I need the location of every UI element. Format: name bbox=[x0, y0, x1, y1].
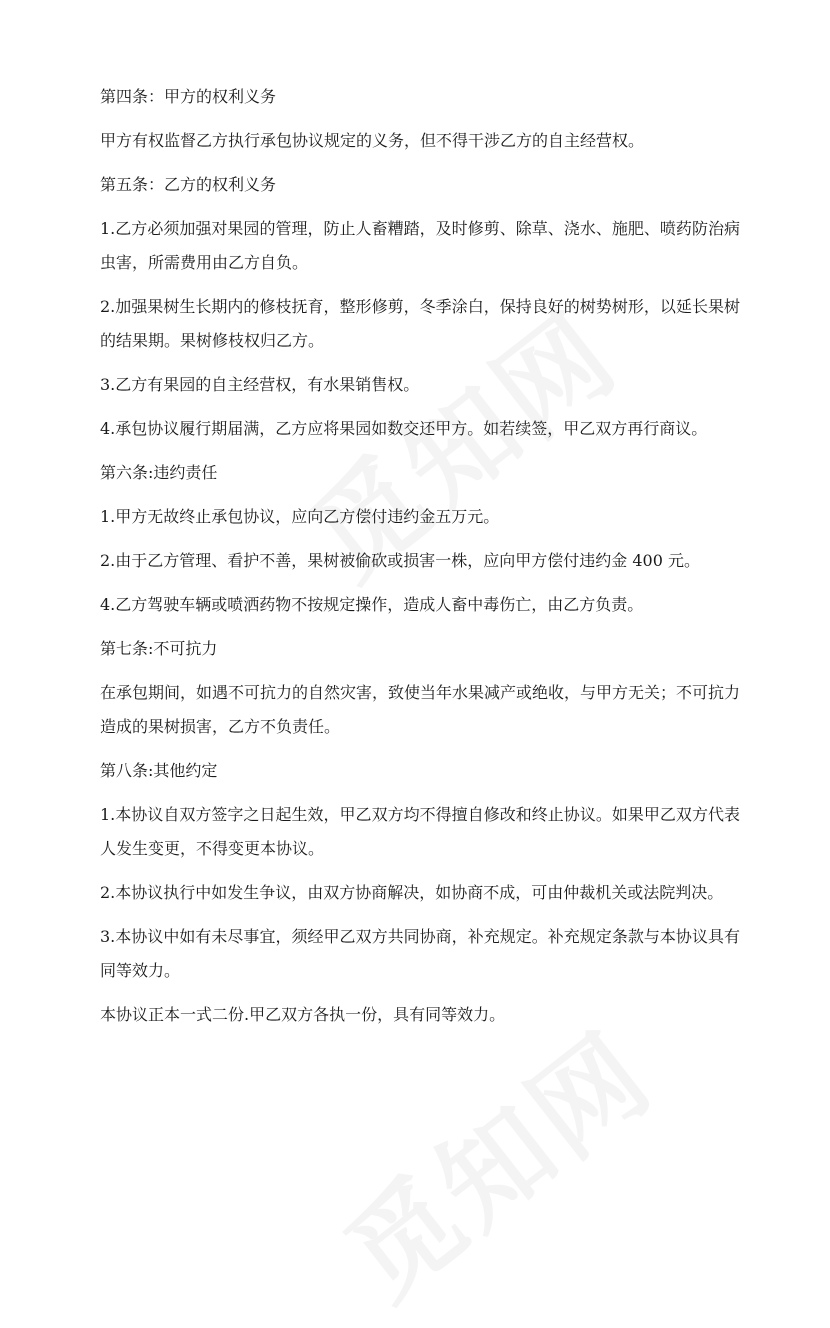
article-6-item-4: 4.乙方驾驶车辆或喷洒药物不按规定操作，造成人畜中毒伤亡，由乙方负责。 bbox=[100, 595, 644, 614]
article-8-item-3: 3.本协议中如有未尽事宜，须经甲乙双方共同协商，补充规定。补充规定条款与本协议具有同等效力。 bbox=[100, 927, 740, 980]
article-5-title: 第五条：乙方的权利义务 bbox=[100, 175, 277, 194]
closing-statement: 本协议正本一式二份.甲乙双方各执一份，具有同等效力。 bbox=[100, 1005, 506, 1024]
article-6-item-1: 1.甲方无故终止承包协议，应向乙方偿付违约金五万元。 bbox=[100, 507, 500, 526]
article-8-item-2: 2.本协议执行中如发生争议，由双方协商解决，如协商不成，可由仲裁机关或法院判决。 bbox=[100, 883, 724, 902]
article-6-item-2: 2.由于乙方管理、看护不善，果树被偷砍或损害一株，应向甲方偿付违约金 400 元。 bbox=[100, 551, 700, 570]
article-4-paragraph: 甲方有权监督乙方执行承包协议规定的义务，但不得干涉乙方的自主经营权。 bbox=[100, 131, 645, 150]
article-5-item-1: 1.乙方必须加强对果园的管理，防止人畜糟踏，及时修剪、除草、浇水、施肥、喷药防治病虫害，所需费用由乙方自负。 bbox=[100, 219, 740, 272]
article-8-item-1: 1.本协议自双方签字之日起生效，甲乙双方均不得擅自修改和终止协议。如果甲乙双方代表人发生变更，不得变更本协议。 bbox=[100, 805, 740, 858]
document-body bbox=[100, 80, 740, 1042]
article-5-item-2: 2.加强果树生长期内的修枝抚育，整形修剪，冬季涂白，保持良好的树势树形，以延长果树的结果期。果树修枝权归乙方。 bbox=[100, 297, 740, 350]
article-7-title: 第七条:不可抗力 bbox=[100, 639, 218, 658]
article-6-title: 第六条:违约责任 bbox=[100, 463, 218, 482]
article-5-item-3: 3.乙方有果园的自主经营权，有水果销售权。 bbox=[100, 375, 420, 394]
article-8-title: 第八条:其他约定 bbox=[100, 761, 218, 780]
article-7-paragraph: 在承包期间，如遇不可抗力的自然灾害，致使当年水果减产或绝收，与甲方无关；不可抗力造成的果树损害，乙方不负责任。 bbox=[100, 683, 741, 736]
article-5-item-4: 4.承包协议履行期届满，乙方应将果园如数交还甲方。如若续签，甲乙双方再行商议。 bbox=[100, 419, 708, 438]
article-4-title: 第四条：甲方的权利义务 bbox=[100, 87, 277, 106]
